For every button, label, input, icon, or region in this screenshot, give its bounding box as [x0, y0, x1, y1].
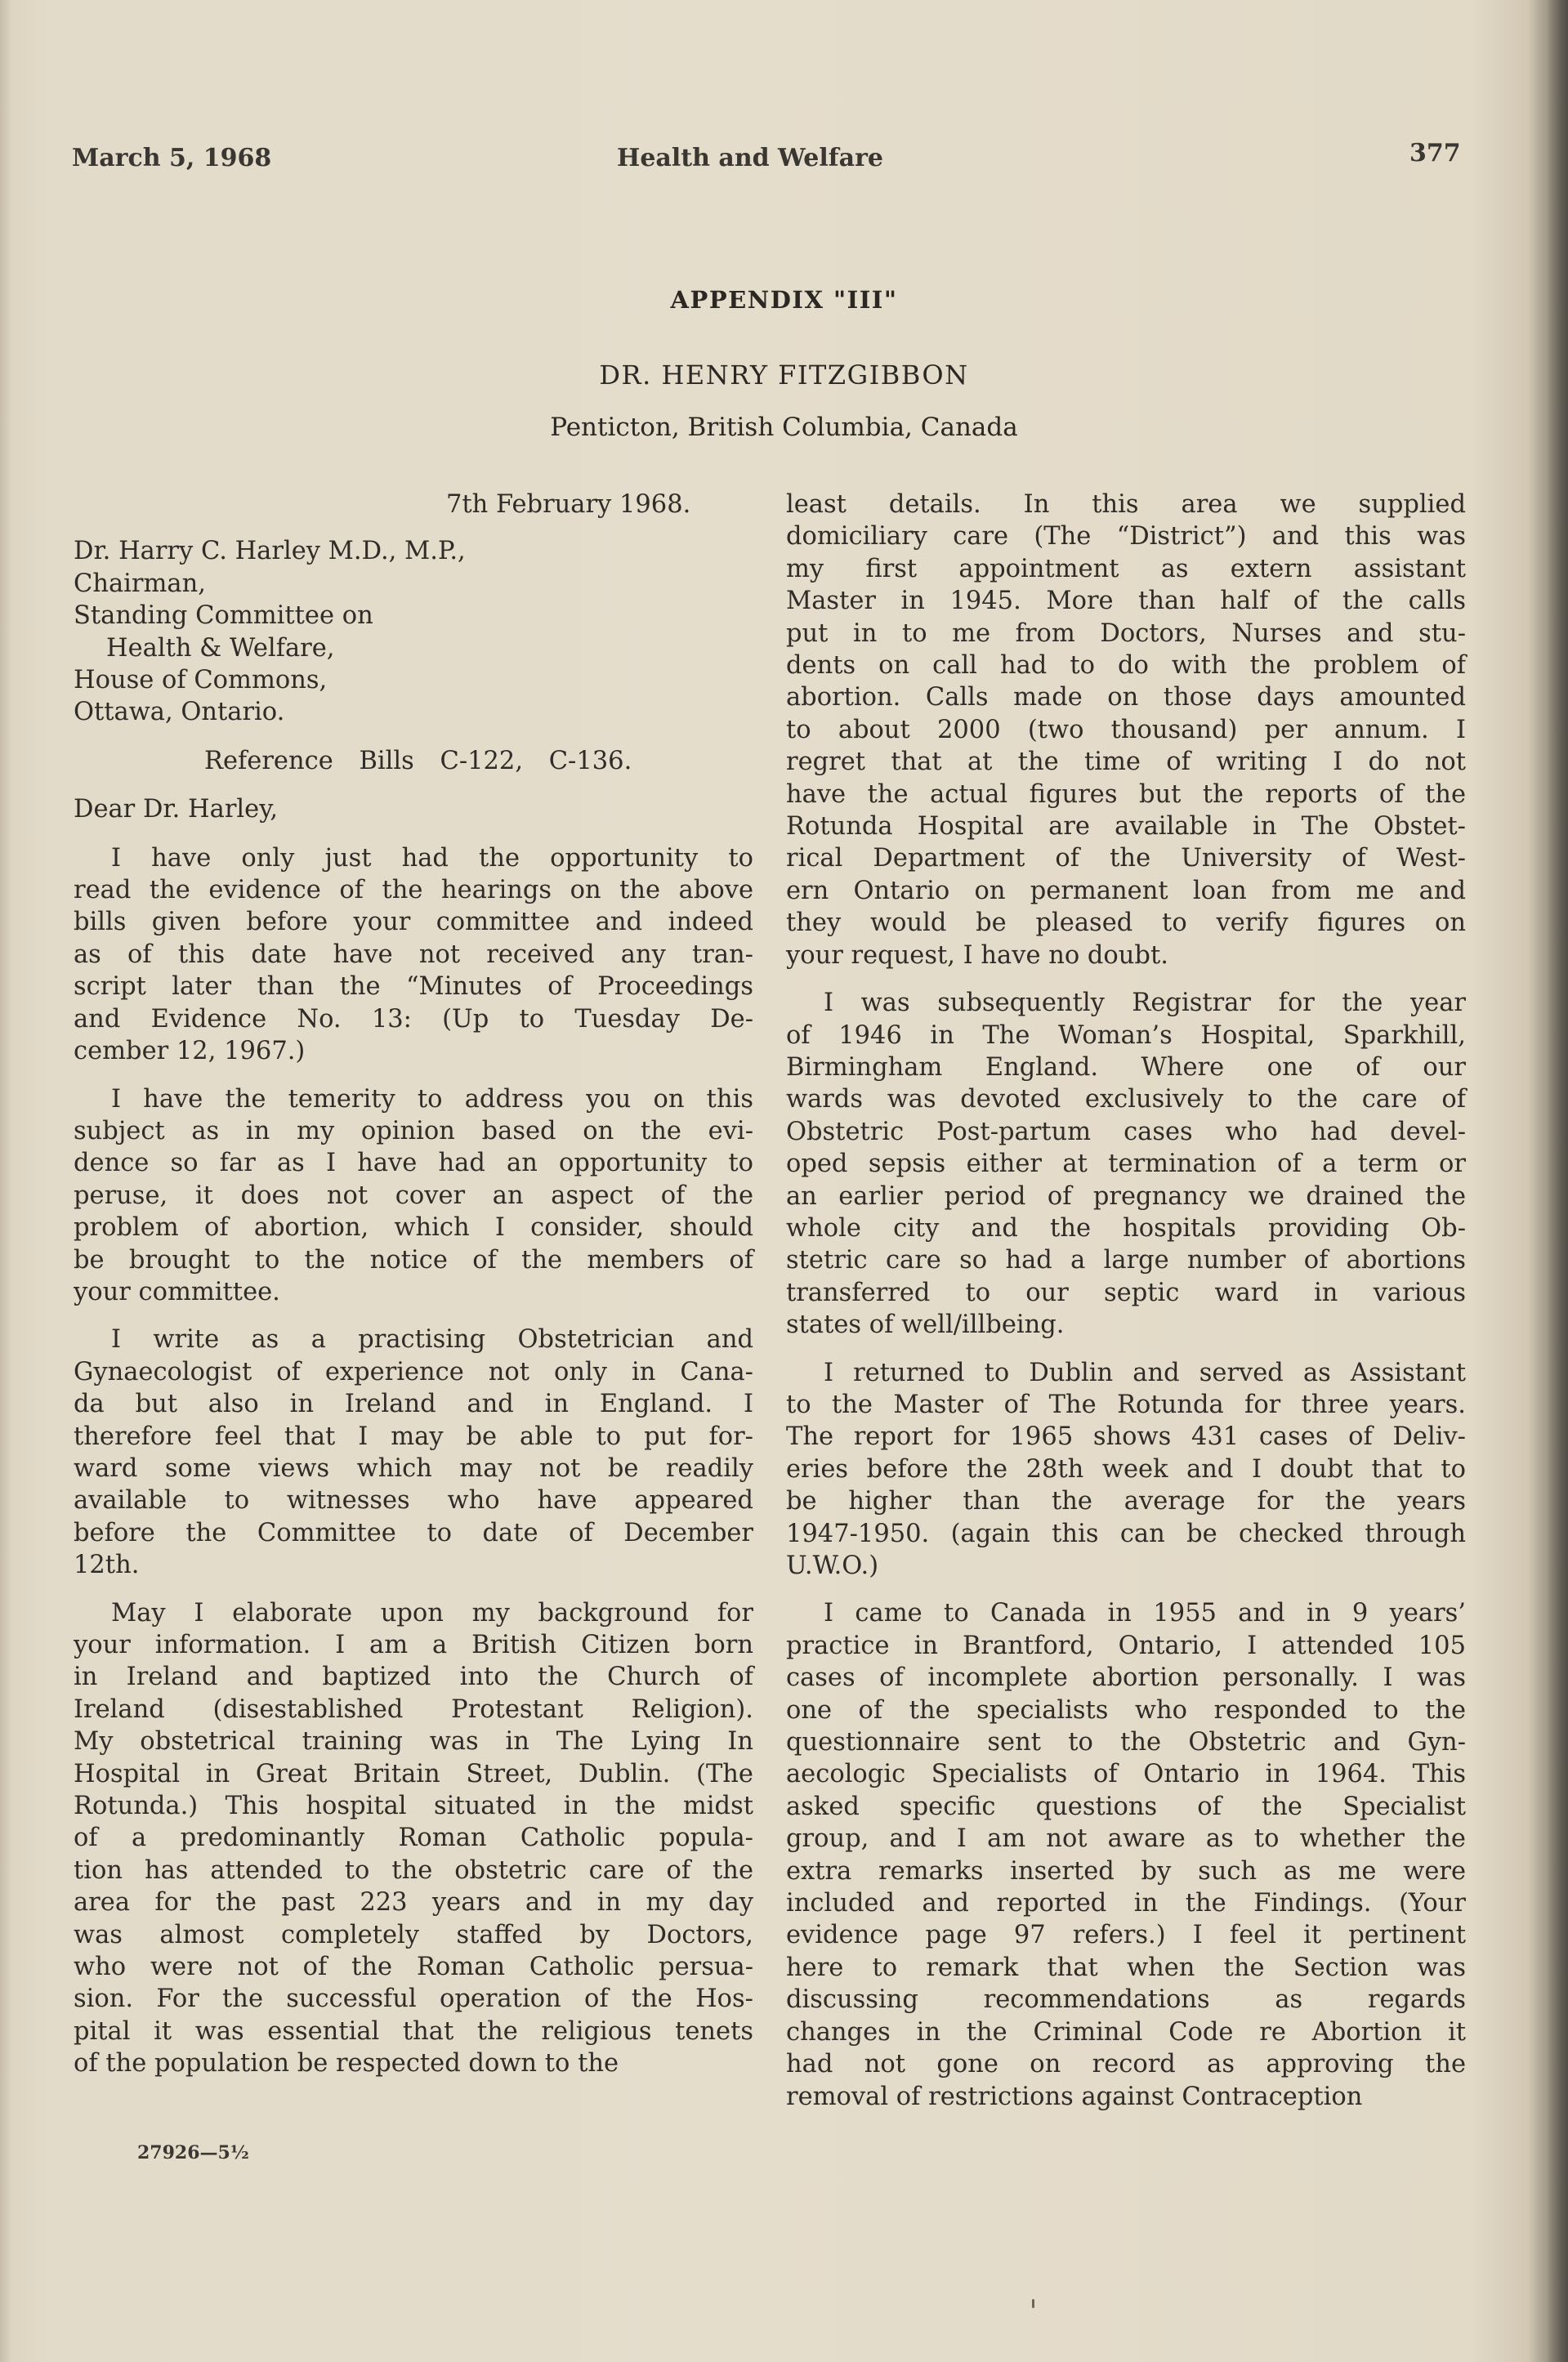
text-line: read the evidence of the hearings on the above	[74, 876, 753, 905]
text-line: aecologic Specialists of Ontario in 1964. This	[786, 1760, 1466, 1789]
paper-speck	[1032, 2299, 1034, 2308]
text-line: script later than the “Minutes of Proceedings	[74, 972, 753, 1002]
text-line: I have only just had the opportunity to	[111, 843, 753, 873]
text-line: included and reported in the Findings. (Your	[786, 1889, 1466, 1918]
text-line: your request, I have no doubt.	[786, 940, 1168, 970]
text-line: eries before the 28th week and I doubt that to	[786, 1454, 1466, 1484]
text-line: rical Department of the University of West-	[786, 844, 1466, 873]
text-line: put in to me from Doctors, Nurses and stu-	[786, 618, 1466, 648]
text-line: to the Master of The Rotunda for three years.	[786, 1390, 1466, 1419]
text-line: whole city and the hospitals providing Ob-	[786, 1213, 1466, 1243]
text-line: May I elaborate upon my background for	[111, 1598, 753, 1628]
text-line: I write as a practising Obstetrician and	[111, 1325, 753, 1355]
text-line: group, and I am not aware as to whether the	[786, 1824, 1466, 1854]
text-line: of the population be respected down to the	[74, 2049, 619, 2078]
author-name: DR. HENRY FITZGIBBON	[599, 359, 969, 391]
text-line: one of the specialists who responded to the	[786, 1695, 1466, 1725]
text-line: da but also in Ireland and in England. I	[74, 1390, 753, 1419]
paragraph	[786, 1357, 1466, 1583]
paragraph	[786, 987, 1466, 1341]
text-line: I was subsequently Registrar for the year	[824, 989, 1466, 1018]
text-line: abortion. Calls made on those days amounted	[786, 683, 1466, 712]
text-line: of 1946 in The Woman’s Hospital, Sparkhill,	[786, 1020, 1466, 1050]
text-line: in Ireland and baptized into the Church of	[74, 1663, 753, 1692]
text-line: U.W.O.)	[786, 1552, 879, 1580]
text-line: as of this date have not received any tran-	[74, 940, 753, 969]
left-column	[74, 489, 753, 2096]
text-line: 1947-1950. (again this can be checked through	[786, 1519, 1466, 1548]
address-line: Ottawa, Ontario.	[74, 698, 285, 727]
text-line: had not gone on record as approving the	[786, 2050, 1466, 2079]
text-line: Rotunda.) This hospital situated in the midst	[74, 1792, 753, 1821]
text-line: peruse, it does not cover an aspect of the	[74, 1181, 753, 1210]
letter-salutation: Dear Dr. Harley,	[74, 795, 279, 824]
text-line: Gynaecologist of experience not only in Cana-	[74, 1357, 753, 1386]
text-line: dents on call had to do with the problem of	[786, 651, 1466, 681]
text-line: practice in Brantford, Ontario, I attended 105	[786, 1631, 1466, 1660]
text-line: to about 2000 (two thousand) per annum. I	[786, 715, 1466, 744]
paragraph	[74, 842, 753, 1068]
text-line: tion has attended to the obstetric care of the	[74, 1855, 753, 1885]
letter-address	[74, 535, 753, 728]
text-line: wards was devoted exclusively to the care of	[786, 1085, 1466, 1114]
header-section: Health and Welfare	[617, 144, 884, 172]
letter-reference: Reference Bills C-122, C-136.	[204, 746, 632, 775]
text-line: evidence page 97 refers.) I feel it pertinent	[786, 1921, 1466, 1950]
paragraph	[786, 489, 1466, 971]
text-line: an earlier period of pregnancy we drained the	[786, 1181, 1466, 1211]
paragraph	[74, 1083, 753, 1309]
right-body	[786, 489, 1466, 2113]
text-line: here to remark that when the Section was	[786, 1953, 1466, 1982]
paragraph	[74, 1597, 753, 2080]
text-line: pital it was essential that the religious tenets	[74, 2016, 753, 2046]
text-line: Birmingham England. Where one of our	[786, 1052, 1466, 1082]
paragraph	[786, 1597, 1466, 2113]
address-line: Health & Welfare,	[106, 633, 335, 663]
text-line: before the Committee to date of December	[74, 1518, 753, 1547]
text-line: problem of abortion, which I consider, should	[74, 1213, 753, 1243]
header-page-number: 377	[1409, 139, 1461, 167]
text-line: Ireland (disestablished Protestant Religion).	[74, 1694, 753, 1724]
text-line: available to witnesses who have appeared	[74, 1486, 753, 1516]
running-head	[72, 139, 1461, 185]
text-line: be brought to the notice of the members of	[74, 1245, 753, 1275]
paragraph	[74, 1324, 753, 1581]
text-line: area for the past 223 years and in my day	[74, 1888, 753, 1918]
appendix-title: APPENDIX "III"	[670, 286, 898, 314]
text-line: discussing recommendations as regards	[786, 1985, 1466, 2015]
text-line: dence so far as I have had an opportunity to	[74, 1149, 753, 1178]
text-line: Obstetric Post-partum cases who had devel-	[786, 1117, 1466, 1146]
text-line: bills given before your committee and indeed	[74, 908, 753, 937]
text-line: I have the temerity to address you on this	[111, 1084, 753, 1114]
text-line: oped sepsis either at termination of a term or	[786, 1150, 1466, 1179]
text-line: asked specific questions of the Specialist	[786, 1792, 1466, 1821]
text-line: least details. In this area we supplied	[786, 490, 1466, 519]
text-line: was almost completely staffed by Doctors,	[74, 1920, 753, 1949]
text-line: and Evidence No. 13: (Up to Tuesday De-	[74, 1004, 753, 1034]
text-line: subject as in my opinion based on the evi-	[74, 1116, 753, 1145]
text-line: changes in the Criminal Code re Abortion it	[786, 2017, 1466, 2047]
text-line: cember 12, 1967.)	[74, 1037, 306, 1066]
author-location: Penticton, British Columbia, Canada	[550, 413, 1018, 442]
text-line: Master in 1945. More than half of the calls	[786, 587, 1466, 616]
text-line: I came to Canada in 1955 and in 9 years’	[824, 1599, 1466, 1628]
text-line: of a predominantly Roman Catholic popula-	[74, 1824, 753, 1853]
text-line: questionnaire sent to the Obstetric and Gyn-	[786, 1728, 1466, 1757]
text-line: 12th.	[74, 1551, 140, 1580]
address-line: Chairman,	[74, 569, 206, 598]
text-line: Rotunda Hospital are available in The Obstet-	[786, 812, 1466, 842]
text-line: states of well/illbeing.	[786, 1310, 1065, 1340]
text-line: ern Ontario on permanent loan from me and	[786, 876, 1466, 905]
text-line: they would be pleased to verify figures on	[786, 909, 1466, 938]
text-line: your information. I am a British Citizen born	[74, 1631, 753, 1659]
text-line: your committee.	[74, 1277, 280, 1306]
text-line: who were not of the Roman Catholic persua-	[74, 1953, 753, 1982]
letter-date: 7th February 1968.	[446, 490, 691, 519]
text-line: The report for 1965 shows 431 cases of Deliv-	[786, 1422, 1466, 1452]
text-line: ward some views which may not be readily	[74, 1453, 753, 1483]
right-column	[786, 489, 1466, 2128]
text-line: domiciliary care (The “District”) and this was	[786, 522, 1466, 551]
text-line: be higher than the average for the years	[786, 1487, 1466, 1516]
text-line: sion. For the successful operation of the Hos-	[74, 1985, 753, 2014]
text-line: removal of restrictions against Contraception	[786, 2082, 1363, 2111]
footer-printer-code: 27926—5½	[137, 2142, 249, 2163]
text-line: my first appointment as extern assistant	[786, 554, 1466, 583]
text-line: have the actual figures but the reports of the	[786, 779, 1466, 809]
text-line: My obstetrical training was in The Lying In	[74, 1727, 753, 1757]
text-line: I returned to Dublin and served as Assistant	[824, 1358, 1466, 1387]
left-body	[74, 842, 753, 2080]
text-line: therefore feel that I may be able to put for-	[74, 1422, 753, 1451]
address-line: Dr. Harry C. Harley M.D., M.P.,	[74, 537, 466, 566]
text-line: extra remarks inserted by such as me were	[786, 1856, 1466, 1886]
text-line: transferred to our septic ward in various	[786, 1278, 1466, 1307]
text-line: regret that at the time of writing I do not	[786, 748, 1466, 777]
text-line: stetric care so had a large number of abortions	[786, 1246, 1466, 1275]
text-line: Hospital in Great Britain Street, Dublin. (The	[74, 1759, 753, 1788]
text-line: cases of incomplete abortion personally. I was	[786, 1663, 1466, 1693]
address-line: House of Commons,	[74, 666, 328, 695]
page-edge-shadow	[1547, 0, 1568, 2362]
address-line: Standing Committee on	[74, 601, 373, 631]
header-date: March 5, 1968	[72, 144, 272, 172]
